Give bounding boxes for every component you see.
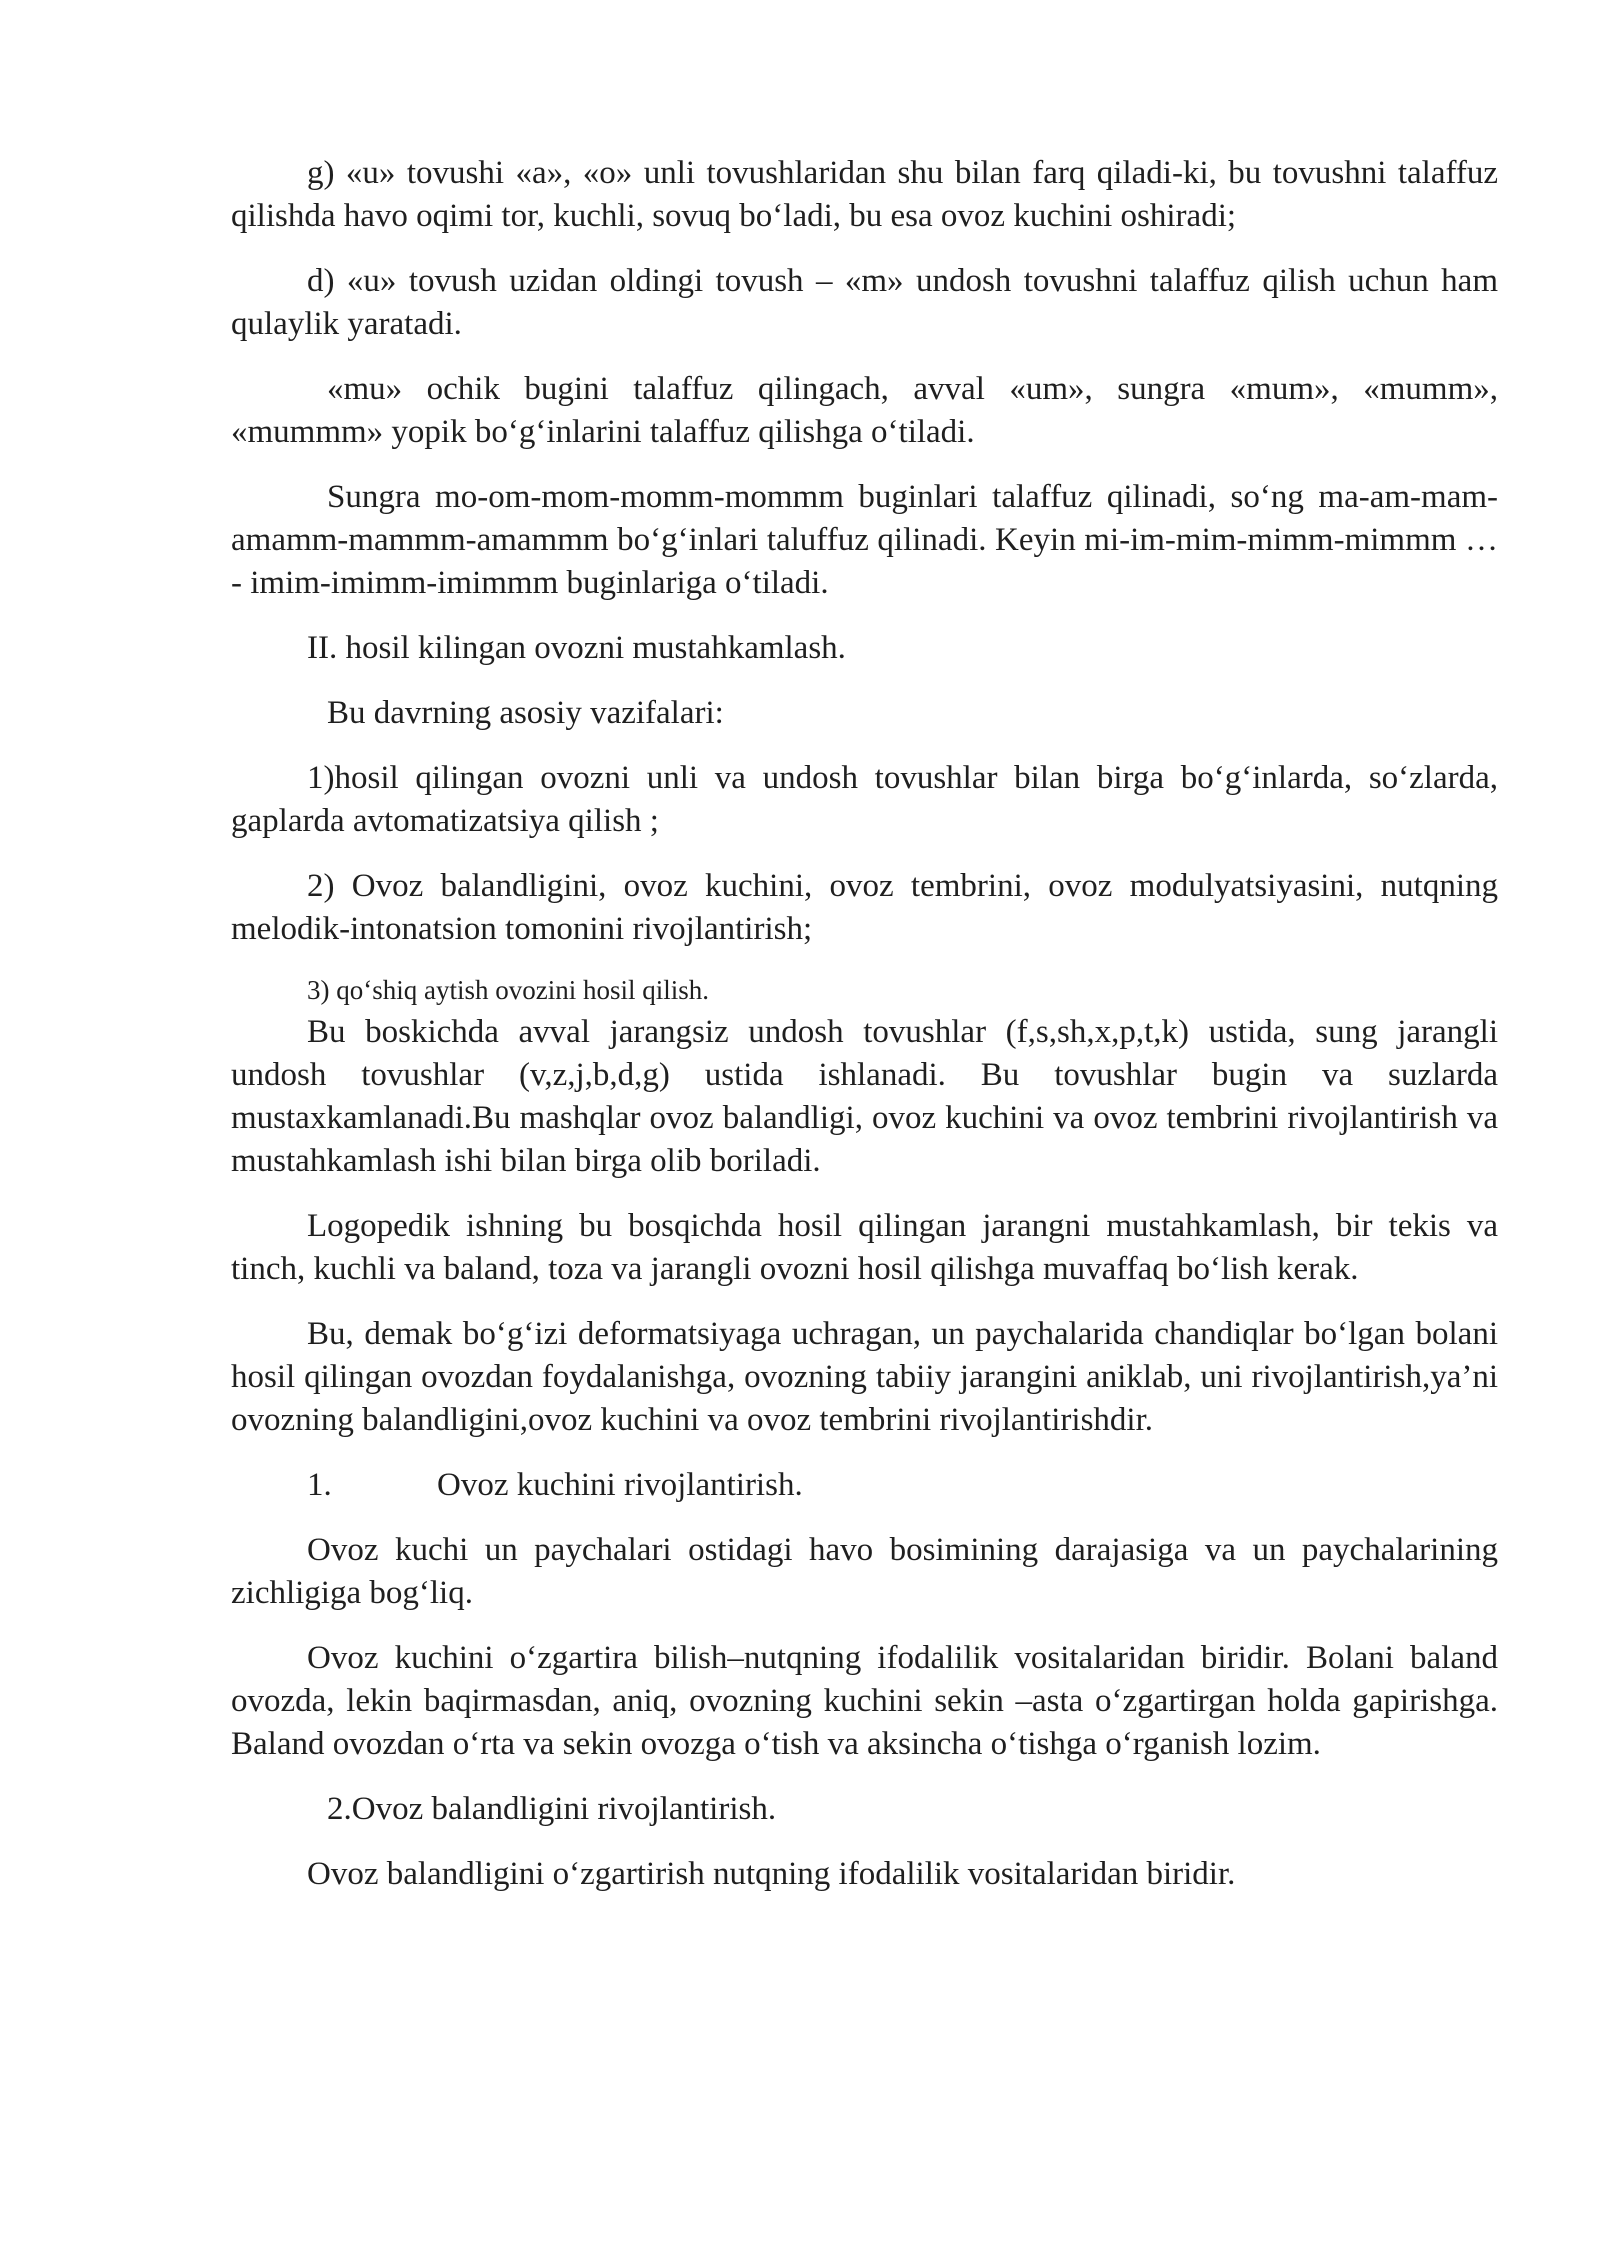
paragraph-tasks-intro: Bu davrning asosiy vazifalari: bbox=[327, 695, 724, 731]
list-item-3: 3) qo‘shiq aytish ovozini hosil qilish. bbox=[307, 975, 709, 1005]
paragraph-mu: «mu» ochik bugini talaffuz qilingach, avval «um», sungra «mum», «mumm», «mummm» yopik bo‘g‘inlarini talaffuz qilishga o‘tiladi. bbox=[231, 371, 1498, 450]
subheading-ovoz-balandligi: 2.Ovoz balandligini rivojlantirish. bbox=[327, 1791, 777, 1827]
subheading-ovoz-kuchini bbox=[231, 1464, 1498, 1507]
paragraph-demak: Bu, demak bo‘g‘izi deformatsiyaga uchragan, un paychalarida chandiqlar bo‘lgan bolani hosil qilingan ovozdan foydalanishga, ovozning tabiiy jarangini aniklab, uni rivojlantirish,ya’ni ovozning balandligini,ovoz kuchini va ovoz tembrini rivojlantirishdir. bbox=[231, 1316, 1498, 1438]
paragraph-ovoz-kuchini-ozgartira: Ovoz kuchini o‘zgartira bilish–nutqning ifodalilik vositalaridan biridir. Bolani baland ovozda, lekin baqirmasdan, aniq, ovozning kuchini sekin –asta o‘zgartirgan holda gapirishga. Baland ovozdan o‘rta va sekin ovozga o‘tish va aksincha o‘tishga o‘rganish lozim. bbox=[231, 1640, 1498, 1762]
paragraph-boskichda: Bu boskichda avval jarangsiz undosh tovushlar (f,s,sh,x,p,t,k) ustida, sung jarangli undosh tovushlar (v,z,j,b,d,g) ustida ishlanadi. Bu tovushlar bugin va suzlarda mustaxkamlanadi.Bu mashqlar ovoz balandligi, ovoz kuchini va ovoz tembrini rivojlantirish va mustahkamlash ishi bilan birga olib boriladi. bbox=[231, 1014, 1498, 1179]
subheading-number: 1. bbox=[307, 1467, 332, 1503]
subheading-text: Ovoz kuchini rivojlantirish. bbox=[437, 1467, 803, 1503]
section-heading-ii: II. hosil kilingan ovozni mustahkamlash. bbox=[307, 630, 846, 666]
paragraph-logopedik: Logopedik ishning bu bosqichda hosil qilingan jarangni mustahkamlash, bir tekis va tinch, kuchli va baland, toza va jarangli ovozni hosil qilishga muvaffaq bo‘lish kerak. bbox=[231, 1208, 1498, 1287]
paragraph-ovoz-kuchi: Ovoz kuchi un paychalari ostidagi havo bosimining darajasiga va un paychalarining zichligiga bog‘liq. bbox=[231, 1532, 1498, 1611]
paragraph-g: g) «u» tovushi «a», «o» unli tovushlaridan shu bilan farq qiladi-ki, bu tovushni talaffuz qilishda havo oqimi tor, kuchli, sovuq bo‘ladi, bu esa ovoz kuchini oshiradi; bbox=[231, 155, 1498, 234]
paragraph-ovoz-balandligi: Ovoz balandligini o‘zgartirish nutqning ifodalilik vositalaridan biridir. bbox=[307, 1856, 1236, 1892]
paragraph-d: d) «u» tovush uzidan oldingi tovush – «m» undosh tovushni talaffuz qilish uchun ham qulaylik yaratadi. bbox=[231, 263, 1498, 342]
paragraph-sungra: Sungra mo-om-mom-momm-mommm buginlari talaffuz qilinadi, so‘ng ma-am-mam-amamm-mammm-amammm bo‘g‘inlari taluffuz qilinadi. Keyin mi-im-mim-mimm-mimmm … - imim-imimm-imimmm buginlariga o‘tiladi. bbox=[231, 479, 1498, 601]
document-page bbox=[231, 152, 1498, 1896]
list-item-1: 1)hosil qilingan ovozni unli va undosh tovushlar bilan birga bo‘g‘inlarda, so‘zlarda, gaplarda avtomatizatsiya qilish ; bbox=[231, 760, 1498, 839]
list-item-2: 2) Ovoz balandligini, ovoz kuchini, ovoz tembrini, ovoz modulyatsiyasini, nutqning melodik-intonatsion tomonini rivojlantirish; bbox=[231, 868, 1498, 947]
